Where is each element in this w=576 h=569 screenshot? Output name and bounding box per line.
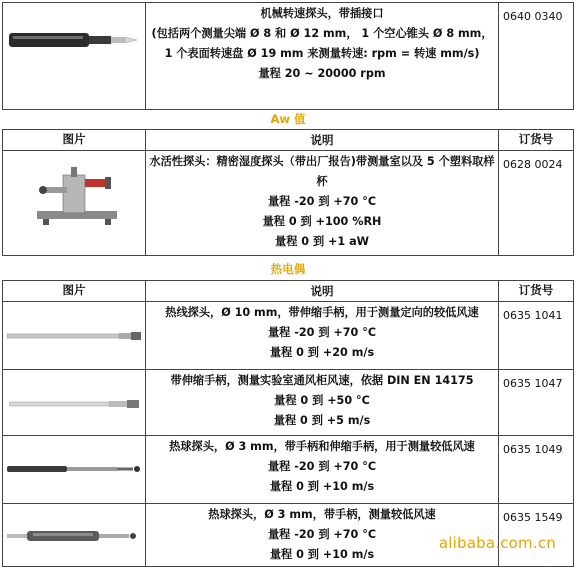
header-desc: 说明: [146, 130, 499, 150]
table-row: [3, 301, 573, 369]
product-title: 机械转速探头，带插接口: [260, 7, 384, 20]
product-image-cell: [3, 370, 146, 435]
aw-table: [2, 129, 574, 256]
spec-line: 量程 -20 到 +70 °C: [267, 195, 377, 208]
description-cell: [146, 370, 499, 435]
product-body: (包括两个测量尖端 Ø 8 和 Ø 12 mm， 1 个空心锥头 Ø 8 mm， 1 个表面转速盘 Ø 19 mm 来测量转速: rpm = 转速 mm/s): [151, 27, 493, 60]
header-desc: 说明: [146, 281, 499, 301]
product-title: 带伸缩手柄，测量实验室通风柜风速，依据 DIN EN 14175: [170, 374, 474, 387]
hot-bulb-probe-telescopic-image: [7, 462, 143, 476]
table-row: [3, 435, 573, 503]
product-image-cell: [3, 151, 146, 255]
order-number: 0635 1549: [503, 511, 563, 524]
product-image-cell: [3, 436, 146, 503]
header-order: 订货号: [518, 132, 554, 146]
table-header: [3, 281, 573, 301]
spec-line: 量程 0 到 +5 m/s: [273, 414, 371, 427]
order-number: 0640 0340: [503, 10, 563, 23]
spec-line: 量程 -20 到 +70 °C: [267, 326, 377, 339]
description-cell: [146, 436, 499, 503]
watermark: alibaba.com.cn: [438, 534, 556, 552]
order-number: 0635 1041: [503, 309, 563, 322]
product-image-cell: [3, 302, 146, 369]
spec-line: 量程 0 到 +1 aW: [275, 235, 369, 248]
thermocouple-table: [2, 280, 574, 567]
table-row: [3, 369, 573, 435]
spec-line: 量程 -20 到 +70 °C: [267, 460, 377, 473]
product-image-cell: [3, 504, 146, 566]
product-title: 热球探头，Ø 3 mm，带手柄，测量较低风速: [208, 508, 436, 521]
spec-line: 量程 0 到 +50 °C: [274, 394, 370, 407]
order-number: 0628 0024: [503, 158, 563, 171]
spec-line: 量程 -20 到 +70 °C: [267, 528, 377, 541]
table-row: [3, 3, 573, 109]
top-table: [2, 2, 574, 110]
section-title-aw: Aw 值: [270, 112, 306, 126]
product-title: 水活性探头：精密湿度探头（带出厂报告)带测量室以及 5 个塑料取样杯: [149, 155, 495, 188]
hot-bulb-probe-image: [7, 528, 143, 544]
description-cell: [146, 151, 499, 255]
description-cell: [146, 3, 499, 109]
product-title: 热球探头，Ø 3 mm，带手柄和伸缩手柄，用于测量较低风速: [169, 440, 475, 453]
table-header: [3, 130, 573, 150]
table-row: [3, 150, 573, 255]
spec-line: 量程 0 到 +100 %RH: [262, 215, 382, 228]
water-activity-probe-image: [33, 165, 123, 231]
section-title-thermocouple: 热电偶: [270, 262, 306, 276]
order-number: 0635 1047: [503, 377, 563, 390]
header-image: 图片: [3, 281, 146, 301]
product-title: 热线探头，Ø 10 mm，带伸缩手柄，用于测量定向的较低风速: [165, 306, 479, 319]
fume-hood-probe-image: [9, 398, 143, 410]
spec-line: 量程 0 到 +10 m/s: [269, 480, 375, 493]
rpm-probe-image: [9, 29, 139, 51]
spec-line: 量程 0 到 +20 m/s: [269, 346, 375, 359]
spec-line: 量程 0 到 +10 m/s: [269, 548, 375, 561]
header-order: 订货号: [518, 283, 554, 297]
product-image-cell: [3, 3, 146, 109]
description-cell: [146, 302, 499, 369]
range-text: 量程 20 ~ 20000 rpm: [258, 67, 386, 80]
hot-wire-probe-image: [7, 330, 143, 342]
header-image: 图片: [3, 130, 146, 150]
order-number: 0635 1049: [503, 443, 563, 456]
